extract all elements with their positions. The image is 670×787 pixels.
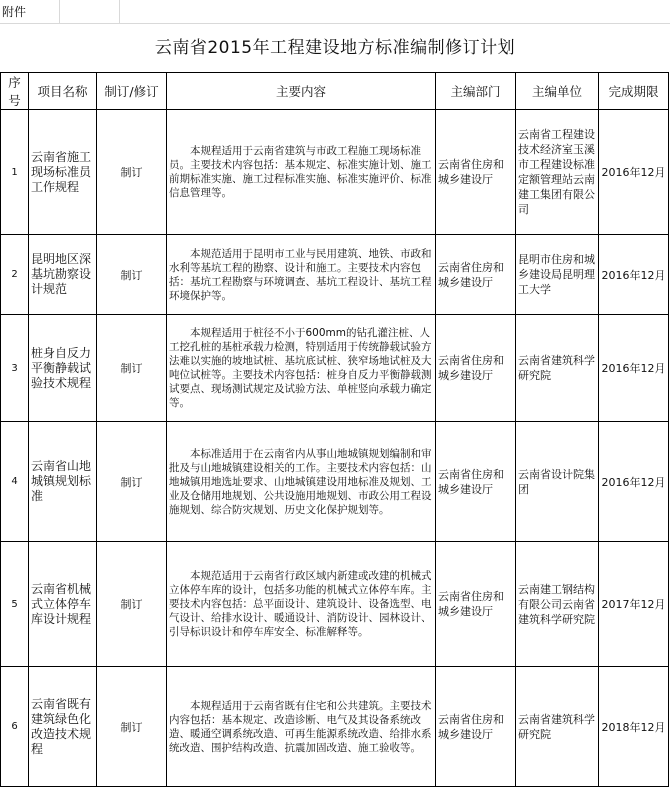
cell-seq: 1 [1, 110, 29, 235]
cell-date: 2016年12月 [599, 315, 669, 422]
content-text: 本规范适用于昆明市工业与民用建筑、地铁、市政和水利等基坑工程的勘察、设计和施工。主要技术内容包括：基坑工程勘察与环境调查、基坑工程设计、基坑工程环境保护等。 [169, 247, 432, 302]
header-dept: 主编部门 [436, 73, 516, 110]
cell-seq: 6 [1, 667, 29, 787]
cell-unit: 云南省设计院集团 [516, 422, 599, 542]
cell-seq: 5 [1, 542, 29, 667]
cell-dept: 云南省住房和城乡建设厅 [436, 422, 516, 542]
page-title: 云南省2015年工程建设地方标准编制修订计划 [154, 38, 516, 58]
cell-date: 2016年12月 [599, 422, 669, 542]
cell-name: 云南省山地城镇规划标准 [29, 422, 97, 542]
cell-type: 制订 [97, 667, 167, 787]
cell-type: 制订 [97, 110, 167, 235]
content-text: 本规程适用于桩径不小于600mm的钻孔灌注桩、人工挖孔桩的基桩承载力检测，特别适用于传统静载试验方法难以实施的坡地试桩、基坑底试桩、狭窄场地试桩及大吨位试桩等。主要技术内容包括：桩身自反力平衡静载测试要点、现场测试规定及试验方法、单桩竖向承载力确定等。 [169, 327, 432, 409]
cell-date: 2016年12月 [599, 235, 669, 315]
cell-date: 2016年12月 [599, 110, 669, 235]
cell-seq: 4 [1, 422, 29, 542]
content-text: 本规程适用于云南省建筑与市政工程施工现场标准员。主要技术内容包括：基本规定、标准实施计划、施工前期标准实施、施工过程标准实施、标准实施评价、标准信息管理等。 [169, 145, 432, 199]
cell-dept: 云南省住房和城乡建设厅 [436, 542, 516, 667]
cell-name: 昆明地区深基坑勘察设计规范 [29, 235, 97, 315]
header-name: 项目名称 [29, 73, 97, 110]
table-row [1, 667, 669, 787]
cell-content [167, 422, 436, 542]
cell-dept: 云南省住房和城乡建设厅 [436, 235, 516, 315]
attachment-label: 附件 [2, 5, 27, 19]
cell-type: 制订 [97, 235, 167, 315]
cell-seq: 2 [1, 235, 29, 315]
table-row [1, 422, 669, 542]
cell-type: 制订 [97, 315, 167, 422]
header-seq: 序号 [1, 73, 29, 110]
cell-date: 2018年12月 [599, 667, 669, 787]
cell-unit: 云南建工钢结构有限公司云南省建筑科学研究院 [516, 542, 599, 667]
cell-unit: 昆明市住房和城乡建设局昆明理工大学 [516, 235, 599, 315]
attachment-row [0, 0, 670, 24]
table-row [1, 235, 669, 315]
table-row [1, 542, 669, 667]
content-text: 本规程适用于云南省既有住宅和公共建筑。主要技术内容包括：基本规定、改造诊断、电气及其设备系统改造、暖通空调系统改造、可再生能源系统改造、给排水系统改造、围护结构改造、抗震加固改造、施工验收等。 [169, 699, 432, 754]
standards-plan-table [0, 72, 669, 787]
cell-type: 制订 [97, 422, 167, 542]
grid-divider [59, 0, 60, 23]
content-text: 本规范适用于云南省行政区域内新建或改建的机械式立体停车库的设计，包括多功能的机械式立体停车库。主要技术内容包括：总平面设计、建筑设计、设备选型、电气设计、给排水设计、暖通设计、消防设计、园林设计、引导标识设计和停车库安全、标准解释等。 [169, 570, 432, 638]
cell-content [167, 110, 436, 235]
cell-dept: 云南省住房和城乡建设厅 [436, 667, 516, 787]
cell-content [167, 667, 436, 787]
table-row [1, 110, 669, 235]
cell-dept: 云南省住房和城乡建设厅 [436, 110, 516, 235]
table-header-row [1, 73, 669, 110]
cell-content [167, 235, 436, 315]
grid-divider [119, 0, 120, 23]
cell-name: 云南省既有建筑绿色化改造技术规程 [29, 667, 97, 787]
cell-unit: 云南省工程建设技术经济室玉溪市工程建设标准定额管理站云南建工集团有限公司 [516, 110, 599, 235]
cell-name: 桩身自反力平衡静载试验技术规程 [29, 315, 97, 422]
content-text: 本标准适用于在云南省内从事山地城镇规划编制和审批及与山地城镇建设相关的工作。主要技术内容包括：山地城镇用地选址要求、山地城镇建设用地标准及规划、工业及仓储用地规划、公共设施用地规划、市政公用工程设施规划、综合防灾规划、历史文化保护规划等。 [169, 447, 432, 516]
cell-content [167, 542, 436, 667]
cell-unit: 云南省建筑科学研究院 [516, 315, 599, 422]
header-unit: 主编单位 [516, 73, 599, 110]
cell-name: 云南省施工现场标准员工作规程 [29, 110, 97, 235]
cell-date: 2017年12月 [599, 542, 669, 667]
cell-unit: 云南省建筑科学研究院 [516, 667, 599, 787]
cell-type: 制订 [97, 542, 167, 667]
cell-name: 云南省机械式立体停车库设计规程 [29, 542, 97, 667]
cell-dept: 云南省住房和城乡建设厅 [436, 315, 516, 422]
cell-content [167, 315, 436, 422]
header-type: 制订/修订 [97, 73, 167, 110]
table-row [1, 315, 669, 422]
header-date: 完成期限 [599, 73, 669, 110]
header-content: 主要内容 [167, 73, 436, 110]
cell-seq: 3 [1, 315, 29, 422]
